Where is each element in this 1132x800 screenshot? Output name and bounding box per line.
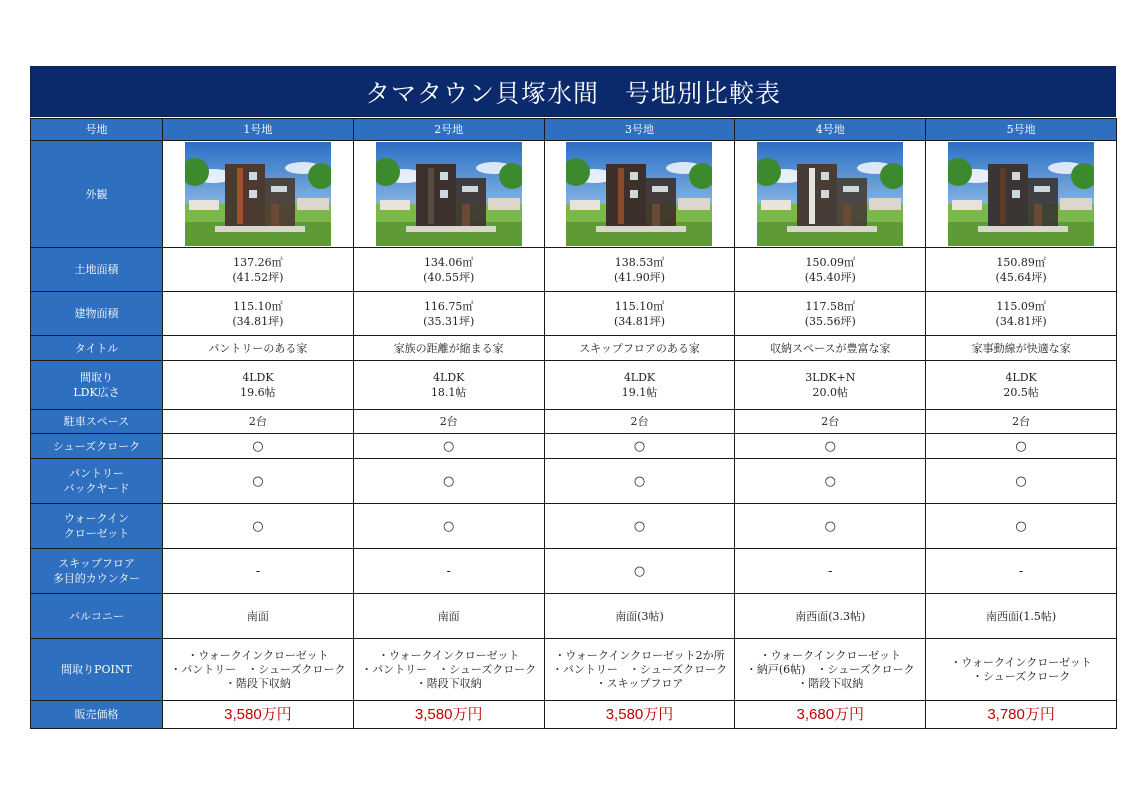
layout-cell <box>544 361 735 410</box>
balcony-cell: 南面(3帖) <box>544 594 735 639</box>
parking-cell: 2台 <box>353 410 544 434</box>
walkin-cell: ○ <box>163 504 354 549</box>
skip-floor-cell: ○ <box>544 549 735 594</box>
cell-line: ・階段下収納 <box>224 676 291 690</box>
layout-cell <box>163 361 354 410</box>
cell-line: 150.09㎡ <box>805 255 856 269</box>
skip-floor-cell: - <box>926 549 1117 594</box>
cell-line: (40.55坪) <box>423 270 475 284</box>
cell-line: ・階段下収納 <box>797 676 864 690</box>
skip-floor-cell: - <box>353 549 544 594</box>
house-title-cell: スキップフロアのある家 <box>544 336 735 361</box>
cell-line: 18.1帖 <box>430 386 467 399</box>
layout-cell <box>926 361 1117 410</box>
building-area-cell <box>353 292 544 336</box>
cell-line: ・納戸(6帖) ・シューズクローク <box>745 662 915 676</box>
parking-cell: 2台 <box>544 410 735 434</box>
price-cell: 3,580万円 <box>163 701 354 729</box>
page-title: タマタウン貝塚水間 号地別比較表 <box>30 66 1116 117</box>
cell-line: 115.09㎡ <box>996 299 1046 313</box>
header-label: 号地 <box>31 119 163 141</box>
land-area-row <box>31 248 1117 292</box>
row-label: タイトル <box>31 336 163 361</box>
layout-points-cell <box>926 639 1117 701</box>
lot-header: 5号地 <box>926 119 1117 141</box>
building-area-row <box>31 292 1117 336</box>
cell-line: 150.89㎡ <box>996 255 1046 269</box>
cell-line: 4LDK <box>623 371 656 384</box>
pantry-cell: ○ <box>353 459 544 504</box>
building-area-cell <box>735 292 926 336</box>
shoes-row <box>31 434 1117 459</box>
row-label: バルコニー <box>31 594 163 639</box>
land-area-cell <box>544 248 735 292</box>
row-label-line: バックヤード <box>63 482 130 495</box>
house-title-cell: パントリーのある家 <box>163 336 354 361</box>
house-title-cell: 家事動線が快適な家 <box>926 336 1117 361</box>
cell-line: 134.06㎡ <box>423 255 474 269</box>
house-exterior-image <box>185 142 331 246</box>
walkin-cell: ○ <box>926 504 1117 549</box>
balcony-row <box>31 594 1117 639</box>
cell-line: (35.56坪) <box>804 314 856 328</box>
balcony-cell: 南面 <box>353 594 544 639</box>
pantry-cell: ○ <box>163 459 354 504</box>
layout-row <box>31 361 1117 410</box>
row-label: 建物面積 <box>31 292 163 336</box>
skip-floor-cell: - <box>735 549 926 594</box>
pantry-cell: ○ <box>735 459 926 504</box>
land-area-cell <box>353 248 544 292</box>
row-label: 販売価格 <box>31 701 163 729</box>
exterior-cell <box>926 141 1117 248</box>
house-title-cell: 家族の距離が縮まる家 <box>353 336 544 361</box>
cell-line: ・パントリー ・シューズクローク <box>551 662 728 676</box>
row-label-line: LDK広さ <box>73 386 120 399</box>
cell-line: (35.31坪) <box>423 314 475 328</box>
house-exterior-image <box>376 142 522 246</box>
exterior-cell <box>163 141 354 248</box>
building-area-cell <box>544 292 735 336</box>
row-label: 土地面積 <box>31 248 163 292</box>
cell-line: 4LDK <box>242 371 274 384</box>
points-row <box>31 639 1117 701</box>
cell-line: (45.64坪) <box>995 270 1047 284</box>
balcony-cell: 南西面(1.5帖) <box>926 594 1117 639</box>
shoes-cell: ○ <box>926 434 1117 459</box>
row-label-line: 多目的カウンター <box>52 572 141 585</box>
title-row <box>31 336 1117 361</box>
cell-line: (45.40坪) <box>804 270 856 284</box>
parking-cell: 2台 <box>163 410 354 434</box>
exterior-row <box>31 141 1117 248</box>
exterior-cell <box>544 141 735 248</box>
cell-line: 20.0帖 <box>812 386 849 399</box>
cell-line: 19.6帖 <box>240 386 276 399</box>
house-exterior-image <box>948 142 1094 246</box>
layout-points-cell <box>544 639 735 701</box>
layout-cell <box>735 361 926 410</box>
layout-points-cell <box>353 639 544 701</box>
cell-line: ・パントリー ・シューズクローク <box>170 662 346 676</box>
lot-header: 3号地 <box>544 119 735 141</box>
house-exterior-image <box>757 142 903 246</box>
row-label-line: スキップフロア <box>58 557 135 570</box>
cell-line: ・シューズクローク <box>971 669 1071 683</box>
cell-line: ・ウォークインクローゼット <box>378 648 520 662</box>
walkin-cell: ○ <box>353 504 544 549</box>
house-title-cell: 収納スペースが豊富な家 <box>735 336 926 361</box>
land-area-cell <box>163 248 354 292</box>
cell-line: 4LDK <box>433 371 465 384</box>
shoes-cell: ○ <box>163 434 354 459</box>
parking-cell: 2台 <box>926 410 1117 434</box>
row-label-line: 間取り <box>80 371 113 384</box>
skip-row <box>31 549 1117 594</box>
lot-header: 4号地 <box>735 119 926 141</box>
lot-header: 1号地 <box>163 119 354 141</box>
row-label-line: パントリー <box>69 467 124 480</box>
cell-line: 138.53㎡ <box>614 255 665 269</box>
cell-line: (41.90坪) <box>613 270 666 284</box>
cell-line: 3LDK+N <box>805 371 856 384</box>
walkin-cell: ○ <box>544 504 735 549</box>
cell-line: (41.52坪) <box>232 270 284 284</box>
parking-row <box>31 410 1117 434</box>
cell-line: 4LDK <box>1005 371 1037 384</box>
header-row <box>31 119 1117 141</box>
walkin-cell: ○ <box>735 504 926 549</box>
exterior-cell <box>735 141 926 248</box>
cell-line: 115.10㎡ <box>614 299 665 313</box>
cell-line: 20.5帖 <box>1003 386 1039 399</box>
lot-header: 2号地 <box>353 119 544 141</box>
price-cell: 3,680万円 <box>735 701 926 729</box>
comparison-sheet <box>30 66 1116 729</box>
cell-line: ・パントリー ・シューズクローク <box>361 662 537 676</box>
land-area-cell <box>926 248 1117 292</box>
row-label: 外観 <box>31 141 163 248</box>
shoes-cell: ○ <box>735 434 926 459</box>
house-exterior-image <box>566 142 712 246</box>
cell-line: 116.75㎡ <box>423 299 474 313</box>
row-label: 駐車スペース <box>31 410 163 434</box>
walkin-row <box>31 504 1117 549</box>
pantry-row <box>31 459 1117 504</box>
row-label-line: ウォークイン <box>63 512 129 525</box>
row-label <box>31 504 163 549</box>
cell-line: 117.58㎡ <box>805 299 856 313</box>
price-cell: 3,580万円 <box>544 701 735 729</box>
cell-line: (34.81坪) <box>613 314 666 328</box>
row-label: 間取りPOINT <box>31 639 163 701</box>
layout-cell <box>353 361 544 410</box>
balcony-cell: 南西面(3.3帖) <box>735 594 926 639</box>
skip-floor-cell: - <box>163 549 354 594</box>
cell-line: 137.26㎡ <box>233 255 283 269</box>
row-label <box>31 459 163 504</box>
cell-line: (34.81坪) <box>995 314 1047 328</box>
shoes-cell: ○ <box>353 434 544 459</box>
price-cell: 3,780万円 <box>926 701 1117 729</box>
building-area-cell <box>163 292 354 336</box>
shoes-cell: ○ <box>544 434 735 459</box>
row-label-line: クローゼット <box>63 527 130 540</box>
cell-line: (34.81坪) <box>232 314 284 328</box>
comparison-table <box>30 118 1117 729</box>
pantry-cell: ○ <box>926 459 1117 504</box>
parking-cell: 2台 <box>735 410 926 434</box>
cell-line: ・ウォークインクローゼット <box>759 648 901 662</box>
price-cell: 3,580万円 <box>353 701 544 729</box>
cell-line: ・ウォークインクローゼット2か所 <box>554 648 725 662</box>
cell-line: ・ウォークインクローゼット <box>950 655 1092 669</box>
exterior-cell <box>353 141 544 248</box>
layout-points-cell <box>735 639 926 701</box>
row-label <box>31 549 163 594</box>
cell-line: 115.10㎡ <box>233 299 283 313</box>
row-label: シューズクローク <box>31 434 163 459</box>
row-label <box>31 361 163 410</box>
cell-line: ・スキップフロア <box>595 676 684 690</box>
cell-line: ・ウォークインクローゼット <box>187 648 329 662</box>
pantry-cell: ○ <box>544 459 735 504</box>
building-area-cell <box>926 292 1117 336</box>
layout-points-cell <box>163 639 354 701</box>
cell-line: 19.1帖 <box>621 386 658 399</box>
balcony-cell: 南面 <box>163 594 354 639</box>
price-row <box>31 701 1117 729</box>
land-area-cell <box>735 248 926 292</box>
cell-line: ・階段下収納 <box>415 676 482 690</box>
